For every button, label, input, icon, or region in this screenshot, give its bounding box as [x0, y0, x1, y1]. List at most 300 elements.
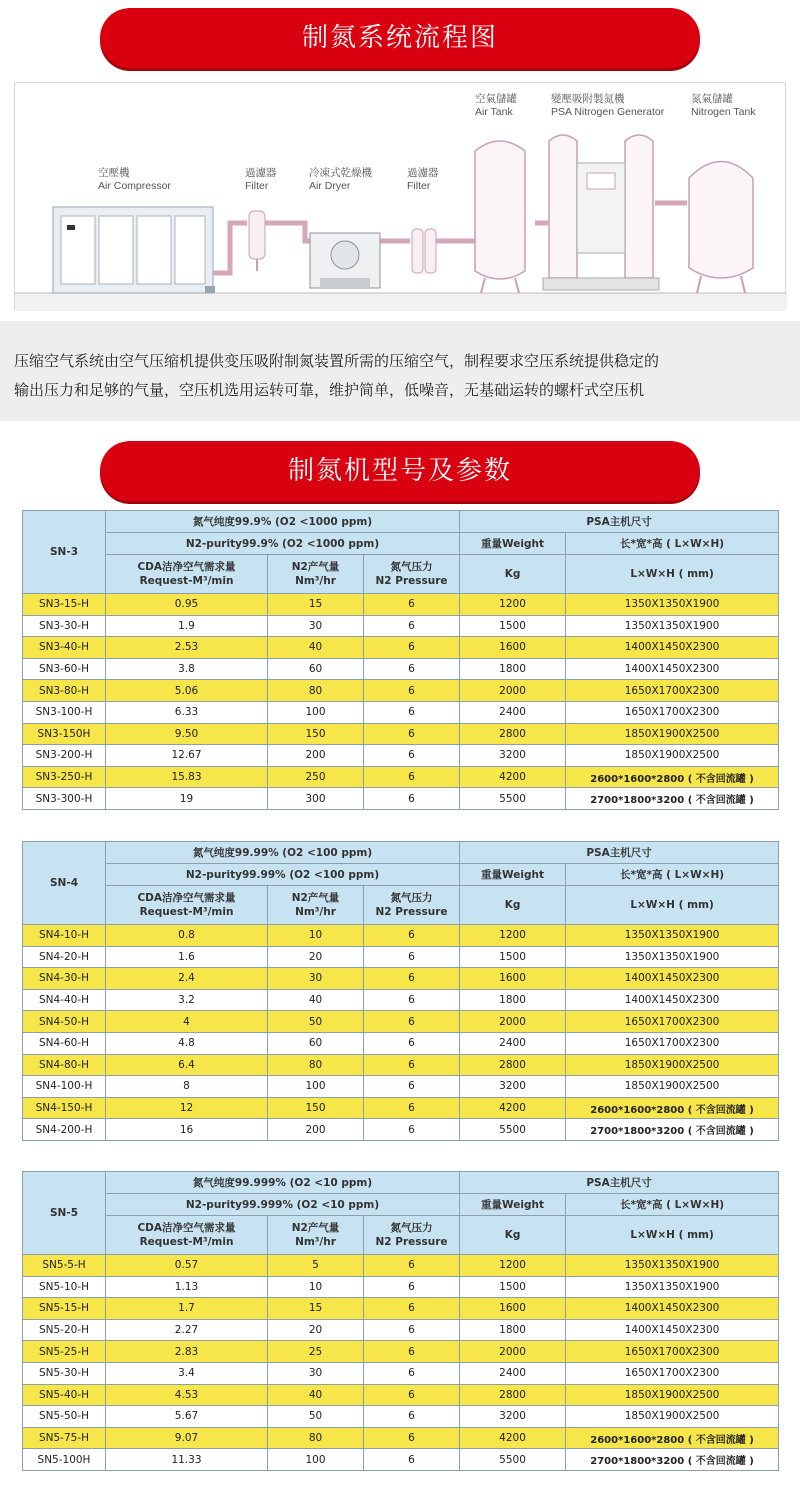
pressure-cell-text: 6 [408, 1432, 415, 1445]
n2-output-cell [268, 658, 364, 680]
model-cell [23, 788, 106, 810]
cda-cell-text: 15.83 [171, 771, 202, 784]
model-cell [23, 766, 106, 788]
cda-cell [106, 788, 268, 810]
n2-pressure-header [364, 555, 460, 594]
cda-header-text: CDA洁净空气需求量 [137, 1222, 236, 1234]
dimensions-cell-text: 1850X1900X2500 [624, 1080, 720, 1093]
cda-cell-text: 0.8 [178, 929, 195, 942]
model-cell [23, 637, 106, 659]
dimensions-cell [566, 1097, 779, 1119]
psa-size-header [460, 842, 779, 864]
intro-line-2: 输出压力和足够的气量，空压机选用运转可靠，维护简单，低噪音，无基础运转的螺杆式空压机 [14, 381, 645, 399]
dimensions-cell-text: 1350X1350X1900 [624, 1280, 720, 1293]
n2-output-cell-text: 40 [308, 994, 323, 1007]
n2-output-header [268, 1216, 364, 1255]
pressure-cell [364, 1341, 460, 1363]
n2-output-cell-text: 40 [308, 1388, 323, 1401]
pressure-cell-text: 6 [408, 1280, 415, 1293]
weight-cell [460, 615, 566, 637]
model-cell-text: SN4-100-H [35, 1080, 93, 1093]
n2-output-header-text: N2产气量 [291, 892, 340, 904]
cda-cell-text: 6.4 [178, 1058, 195, 1071]
n2-output-header-text: N2产气量 [291, 1222, 340, 1234]
pressure-cell-text: 6 [408, 1102, 415, 1115]
n2-output-cell-text: 60 [308, 663, 323, 676]
cda-cell-text: 11.33 [171, 1453, 202, 1466]
pressure-cell [364, 766, 460, 788]
pressure-cell [364, 788, 460, 810]
weight-cell [460, 989, 566, 1011]
pressure-cell [364, 1032, 460, 1054]
n2-output-cell [268, 1298, 364, 1320]
weight-cell [460, 1011, 566, 1033]
weight-cell-text: 4200 [499, 1432, 526, 1445]
pressure-cell [364, 1298, 460, 1320]
weight-cell [460, 1298, 566, 1320]
cda-cell-text: 3.4 [178, 1367, 195, 1380]
weight-cell [460, 946, 566, 968]
table-row [23, 968, 779, 990]
dryer-label-cn: 冷凍式乾燥機 [309, 167, 372, 179]
dimensions-cell-text: 1350X1350X1900 [624, 598, 720, 611]
weight-cell [460, 1384, 566, 1406]
filter1-label-cn: 過濾器 [245, 167, 277, 179]
model-cell [23, 946, 106, 968]
weight-cell [460, 1406, 566, 1428]
weight-cell-text: 1800 [499, 994, 526, 1007]
model-cell-text: SN5-75-H [38, 1432, 90, 1445]
cda-cell [106, 1319, 268, 1341]
pressure-cell [364, 1449, 460, 1471]
n2-output-header-text: Nm³/hr [295, 906, 336, 918]
pressure-cell-text: 6 [408, 1259, 415, 1272]
model-cell-text: SN4-80-H [38, 1058, 90, 1071]
weight-cell-text: 1500 [499, 1280, 526, 1293]
dimensions-cell-text: 1350X1350X1900 [624, 950, 720, 963]
dryer-label [309, 167, 372, 193]
pressure-cell-text: 6 [408, 598, 415, 611]
pressure-cell [364, 594, 460, 616]
weight-unit-text: Kg [504, 899, 521, 911]
cda-cell [106, 1341, 268, 1363]
filter1-label-en: Filter [245, 180, 269, 192]
dryer-label-en: Air Dryer [309, 180, 351, 192]
weight-cell-text: 1600 [499, 972, 526, 985]
pressure-cell-text: 6 [408, 1037, 415, 1050]
pressure-cell [364, 989, 460, 1011]
dimensions-cell-text: 1400X1450X2300 [624, 972, 720, 985]
pressure-cell-text: 6 [408, 1345, 415, 1358]
n2-pressure-header-text: N2 Pressure [375, 575, 448, 587]
cda-cell [106, 1384, 268, 1406]
n2-output-cell [268, 1119, 364, 1141]
dimensions-cell [566, 925, 779, 947]
dimensions-cell [566, 1449, 779, 1471]
table-row [23, 766, 779, 788]
table-row [23, 1362, 779, 1384]
cda-cell [106, 925, 268, 947]
pressure-cell [364, 658, 460, 680]
spec-table-sn-3 [22, 510, 779, 810]
dimensions-cell [566, 1119, 779, 1141]
filter2-label-en: Filter [407, 180, 431, 192]
cda-cell [106, 1255, 268, 1277]
cda-cell [106, 723, 268, 745]
table-row [23, 1449, 779, 1471]
model-cell-text: SN5-20-H [38, 1324, 90, 1337]
model-cell [23, 701, 106, 723]
model-cell-text: SN4-40-H [38, 994, 90, 1007]
table-row [23, 1011, 779, 1033]
cda-cell [106, 989, 268, 1011]
intro-paragraph [0, 321, 800, 421]
model-group-label-text: SN-4 [49, 877, 78, 889]
weight-cell-text: 2800 [499, 727, 526, 740]
cda-cell [106, 1449, 268, 1471]
pressure-cell-text: 6 [408, 663, 415, 676]
model-cell [23, 1276, 106, 1298]
dimensions-cell-text: 2600*1600*2800 ( 不含回流罐 ) [590, 773, 754, 785]
cda-cell [106, 1054, 268, 1076]
weight-cell-text: 1200 [499, 929, 526, 942]
pressure-cell [364, 745, 460, 767]
cda-cell [106, 766, 268, 788]
dimensions-cell [566, 1319, 779, 1341]
cda-cell [106, 1298, 268, 1320]
dimensions-unit-text: L×W×H ( mm) [630, 1229, 714, 1241]
dimensions-cell-text: 1650X1700X2300 [624, 1015, 720, 1028]
n2-output-cell [268, 1384, 364, 1406]
model-cell-text: SN4-200-H [35, 1123, 93, 1136]
table-row [23, 989, 779, 1011]
dimensions-cell-text: 2700*1800*3200 ( 不含回流罐 ) [590, 795, 754, 807]
n2-pressure-header [364, 1216, 460, 1255]
dimensions-cell-text: 1850X1900X2500 [624, 1388, 720, 1401]
purity-cn-header [106, 1172, 460, 1194]
model-group-label [23, 511, 106, 594]
dimensions-header [566, 1194, 779, 1216]
cda-cell [106, 1032, 268, 1054]
cda-cell-text: 16 [179, 1123, 194, 1136]
dimensions-cell-text: 1400X1450X2300 [624, 641, 720, 654]
n2-output-cell-text: 10 [308, 929, 323, 942]
purity-cn-header-text: 氮气纯度99.999% (O2 <10 ppm) [192, 1177, 373, 1189]
n2-output-cell [268, 1319, 364, 1341]
weight-cell [460, 1276, 566, 1298]
weight-cell [460, 1032, 566, 1054]
dimensions-cell [566, 1384, 779, 1406]
model-cell-text: SN5-15-H [38, 1302, 90, 1315]
psa-size-header-text: PSA主机尺寸 [586, 516, 652, 528]
model-cell [23, 1011, 106, 1033]
weight-cell [460, 1119, 566, 1141]
cda-cell [106, 680, 268, 702]
weight-cell-text: 2000 [499, 1345, 526, 1358]
cda-cell-text: 1.9 [178, 619, 195, 632]
cda-header-text: CDA洁净空气需求量 [137, 892, 236, 904]
cda-header-text: Request-M³/min [139, 575, 234, 587]
cda-cell-text: 2.27 [174, 1324, 199, 1337]
n2-output-cell [268, 1406, 364, 1428]
dimensions-cell-text: 1850X1900X2500 [624, 1058, 720, 1071]
cda-cell [106, 701, 268, 723]
dimensions-cell [566, 989, 779, 1011]
weight-cell-text: 2000 [499, 1015, 526, 1028]
pressure-cell-text: 6 [408, 792, 415, 805]
weight-cell [460, 594, 566, 616]
air-tank-icon [475, 141, 525, 293]
weight-header [460, 533, 566, 555]
n2-output-cell-text: 20 [308, 950, 323, 963]
pressure-cell-text: 6 [408, 1453, 415, 1466]
weight-cell [460, 788, 566, 810]
model-cell-text: SN3-100-H [35, 706, 93, 719]
n2-output-cell-text: 100 [305, 706, 326, 719]
nitrogen-tank-icon [689, 162, 753, 294]
cda-cell [106, 1276, 268, 1298]
n2-output-cell-text: 50 [308, 1015, 323, 1028]
cda-cell-text: 2.53 [174, 641, 199, 654]
purity-en-header-text: N2-purity99.999% (O2 <10 ppm) [185, 1198, 380, 1211]
n2-output-cell [268, 766, 364, 788]
dimensions-cell [566, 1032, 779, 1054]
model-cell [23, 1319, 106, 1341]
weight-unit [460, 555, 566, 594]
pressure-cell [364, 968, 460, 990]
pressure-cell-text: 6 [408, 1388, 415, 1401]
weight-cell [460, 1449, 566, 1471]
pressure-cell-text: 6 [408, 994, 415, 1007]
n2-pressure-header-text: 氮气压力 [390, 892, 433, 904]
weight-cell-text: 2400 [499, 706, 526, 719]
n2-output-cell [268, 1276, 364, 1298]
table-row [23, 1276, 779, 1298]
dimensions-cell-text: 1650X1700X2300 [624, 1345, 720, 1358]
n2-pressure-header-text: 氮气压力 [390, 1222, 433, 1234]
cda-header [106, 1216, 268, 1255]
weight-cell-text: 1500 [499, 619, 526, 632]
model-cell [23, 1097, 106, 1119]
compressor-label [98, 167, 171, 193]
dimensions-cell-text: 2600*1600*2800 ( 不含回流罐 ) [590, 1434, 754, 1446]
table-row [23, 1319, 779, 1341]
model-cell [23, 1406, 106, 1428]
n2-output-cell-text: 30 [308, 972, 323, 985]
n2-output-cell-text: 40 [308, 641, 323, 654]
weight-cell-text: 1600 [499, 1302, 526, 1315]
weight-cell [460, 766, 566, 788]
n2-output-cell [268, 1054, 364, 1076]
cda-header-text: CDA洁净空气需求量 [137, 561, 236, 573]
n2-output-header [268, 886, 364, 925]
model-cell-text: SN4-50-H [38, 1015, 90, 1028]
cda-cell [106, 615, 268, 637]
weight-cell [460, 1362, 566, 1384]
model-cell-text: SN3-80-H [38, 684, 90, 697]
air-dryer-icon [310, 233, 380, 288]
model-cell-text: SN3-30-H [38, 619, 90, 632]
weight-cell-text: 1600 [499, 641, 526, 654]
n2-output-cell-text: 60 [308, 1037, 323, 1050]
dimensions-cell [566, 680, 779, 702]
n2-pressure-header-text: N2 Pressure [375, 1236, 448, 1248]
dimensions-cell-text: 1850X1900X2500 [624, 1410, 720, 1423]
pressure-cell-text: 6 [408, 1302, 415, 1315]
dimensions-cell [566, 1076, 779, 1098]
cda-cell [106, 1011, 268, 1033]
filter2-label-cn: 過濾器 [407, 167, 439, 179]
dimensions-cell [566, 1255, 779, 1277]
purity-cn-header [106, 511, 460, 533]
n2-output-cell [268, 925, 364, 947]
model-cell-text: SN3-300-H [35, 792, 93, 805]
weight-header-text: 重量Weight [481, 1199, 544, 1211]
flow-diagram-illustration [15, 83, 787, 311]
table-row [23, 1255, 779, 1277]
air-tank-label-en: Air Tank [475, 106, 513, 118]
weight-cell-text: 3200 [499, 1080, 526, 1093]
pressure-cell-text: 6 [408, 1123, 415, 1136]
n2-output-cell [268, 637, 364, 659]
weight-cell [460, 658, 566, 680]
pressure-cell [364, 701, 460, 723]
dimensions-header-text: 长*宽*高 ( L×W×H) [620, 869, 725, 881]
compressor-label-en: Air Compressor [98, 180, 171, 192]
model-cell [23, 968, 106, 990]
n2-output-cell-text: 100 [305, 1080, 326, 1093]
dimensions-cell [566, 1362, 779, 1384]
cda-cell-text: 1.13 [174, 1280, 199, 1293]
table-row [23, 1097, 779, 1119]
pressure-cell-text: 6 [408, 727, 415, 740]
pressure-cell-text: 6 [408, 749, 415, 762]
weight-cell-text: 4200 [499, 771, 526, 784]
n2-output-cell-text: 80 [308, 1058, 323, 1071]
dimensions-cell [566, 1427, 779, 1449]
n2-output-cell [268, 1427, 364, 1449]
filter-icon [249, 211, 265, 271]
cda-cell-text: 4.53 [174, 1388, 199, 1401]
dimensions-cell [566, 615, 779, 637]
cda-cell-text: 12.67 [171, 749, 202, 762]
pressure-cell-text: 6 [408, 1015, 415, 1028]
dimensions-cell-text: 1850X1900X2500 [624, 727, 720, 740]
weight-cell-text: 5500 [499, 792, 526, 805]
table-row [23, 1341, 779, 1363]
table-row [23, 701, 779, 723]
model-cell-text: SN5-50-H [38, 1410, 90, 1423]
cda-header-text: Request-M³/min [139, 1236, 234, 1248]
model-cell-text: SN3-60-H [38, 663, 90, 676]
weight-cell [460, 745, 566, 767]
cda-cell-text: 4.8 [178, 1037, 195, 1050]
n2-output-cell-text: 150 [305, 1102, 326, 1115]
model-cell [23, 1362, 106, 1384]
weight-cell [460, 1097, 566, 1119]
table-row [23, 637, 779, 659]
dimensions-cell [566, 1011, 779, 1033]
weight-cell-text: 4200 [499, 1102, 526, 1115]
weight-cell [460, 1255, 566, 1277]
cda-cell-text: 0.95 [174, 598, 199, 611]
cda-cell-text: 6.33 [174, 706, 199, 719]
dimensions-cell-text: 1350X1350X1900 [624, 1259, 720, 1272]
dimensions-cell-text: 1350X1350X1900 [624, 619, 720, 632]
dimensions-cell-text: 2700*1800*3200 ( 不含回流罐 ) [590, 1456, 754, 1468]
dimensions-cell [566, 594, 779, 616]
n2-output-cell-text: 150 [305, 727, 326, 740]
flow-diagram-title: 制氮系统流程图 [100, 8, 700, 68]
pressure-cell-text: 6 [408, 706, 415, 719]
weight-cell-text: 3200 [499, 749, 526, 762]
weight-cell-text: 1200 [499, 598, 526, 611]
n2-output-cell-text: 30 [308, 1367, 323, 1380]
table-row [23, 788, 779, 810]
weight-cell-text: 1800 [499, 663, 526, 676]
psa-label-cn: 變壓吸附製氮機 [551, 93, 625, 105]
pressure-cell [364, 680, 460, 702]
weight-cell [460, 701, 566, 723]
n2-output-header-text: Nm³/hr [295, 575, 336, 587]
n2-output-cell-text: 15 [308, 1302, 323, 1315]
weight-cell-text: 2400 [499, 1037, 526, 1050]
spec-table-sn-5 [22, 1171, 779, 1471]
model-cell [23, 1427, 106, 1449]
cda-cell [106, 637, 268, 659]
dimensions-cell [566, 788, 779, 810]
n2-output-cell [268, 1449, 364, 1471]
weight-cell [460, 968, 566, 990]
n2-output-cell [268, 1255, 364, 1277]
n2-output-cell-text: 20 [308, 1324, 323, 1337]
weight-cell-text: 3200 [499, 1410, 526, 1423]
dimensions-cell-text: 1400X1450X2300 [624, 1324, 720, 1337]
psa-size-header [460, 511, 779, 533]
weight-cell [460, 1054, 566, 1076]
cda-cell [106, 946, 268, 968]
filter2-label [407, 167, 439, 193]
dimensions-cell [566, 1054, 779, 1076]
nitrogen-tank-label-en: Nitrogen Tank [691, 106, 756, 118]
psa-label-en: PSA Nitrogen Generator [551, 106, 665, 118]
n2-output-cell-text: 25 [308, 1345, 323, 1358]
purity-cn-header-text: 氮气纯度99.9% (O2 <1000 ppm) [192, 516, 373, 528]
cda-cell-text: 0.57 [174, 1259, 199, 1272]
pressure-cell-text: 6 [408, 972, 415, 985]
model-group-label [23, 842, 106, 925]
dimensions-unit [566, 1216, 779, 1255]
model-cell-text: SN5-30-H [38, 1367, 90, 1380]
cda-cell-text: 3.8 [178, 663, 195, 676]
n2-output-cell-text: 10 [308, 1280, 323, 1293]
table-row [23, 745, 779, 767]
n2-pressure-header-text: 氮气压力 [390, 561, 433, 573]
model-cell [23, 594, 106, 616]
cda-header [106, 555, 268, 594]
model-cell-text: SN5-25-H [38, 1345, 90, 1358]
n2-output-cell [268, 989, 364, 1011]
n2-output-cell [268, 1032, 364, 1054]
cda-cell-text: 2.83 [174, 1345, 199, 1358]
purity-en-header-text: N2-purity99.99% (O2 <100 ppm) [185, 868, 380, 881]
dimensions-cell-text: 2700*1800*3200 ( 不含回流罐 ) [590, 1126, 754, 1138]
n2-output-cell-text: 5 [312, 1259, 319, 1272]
cda-cell-text: 2.4 [178, 972, 195, 985]
dimensions-cell-text: 1650X1700X2300 [624, 1037, 720, 1050]
cda-cell-text: 19 [179, 792, 194, 805]
dimensions-header [566, 533, 779, 555]
